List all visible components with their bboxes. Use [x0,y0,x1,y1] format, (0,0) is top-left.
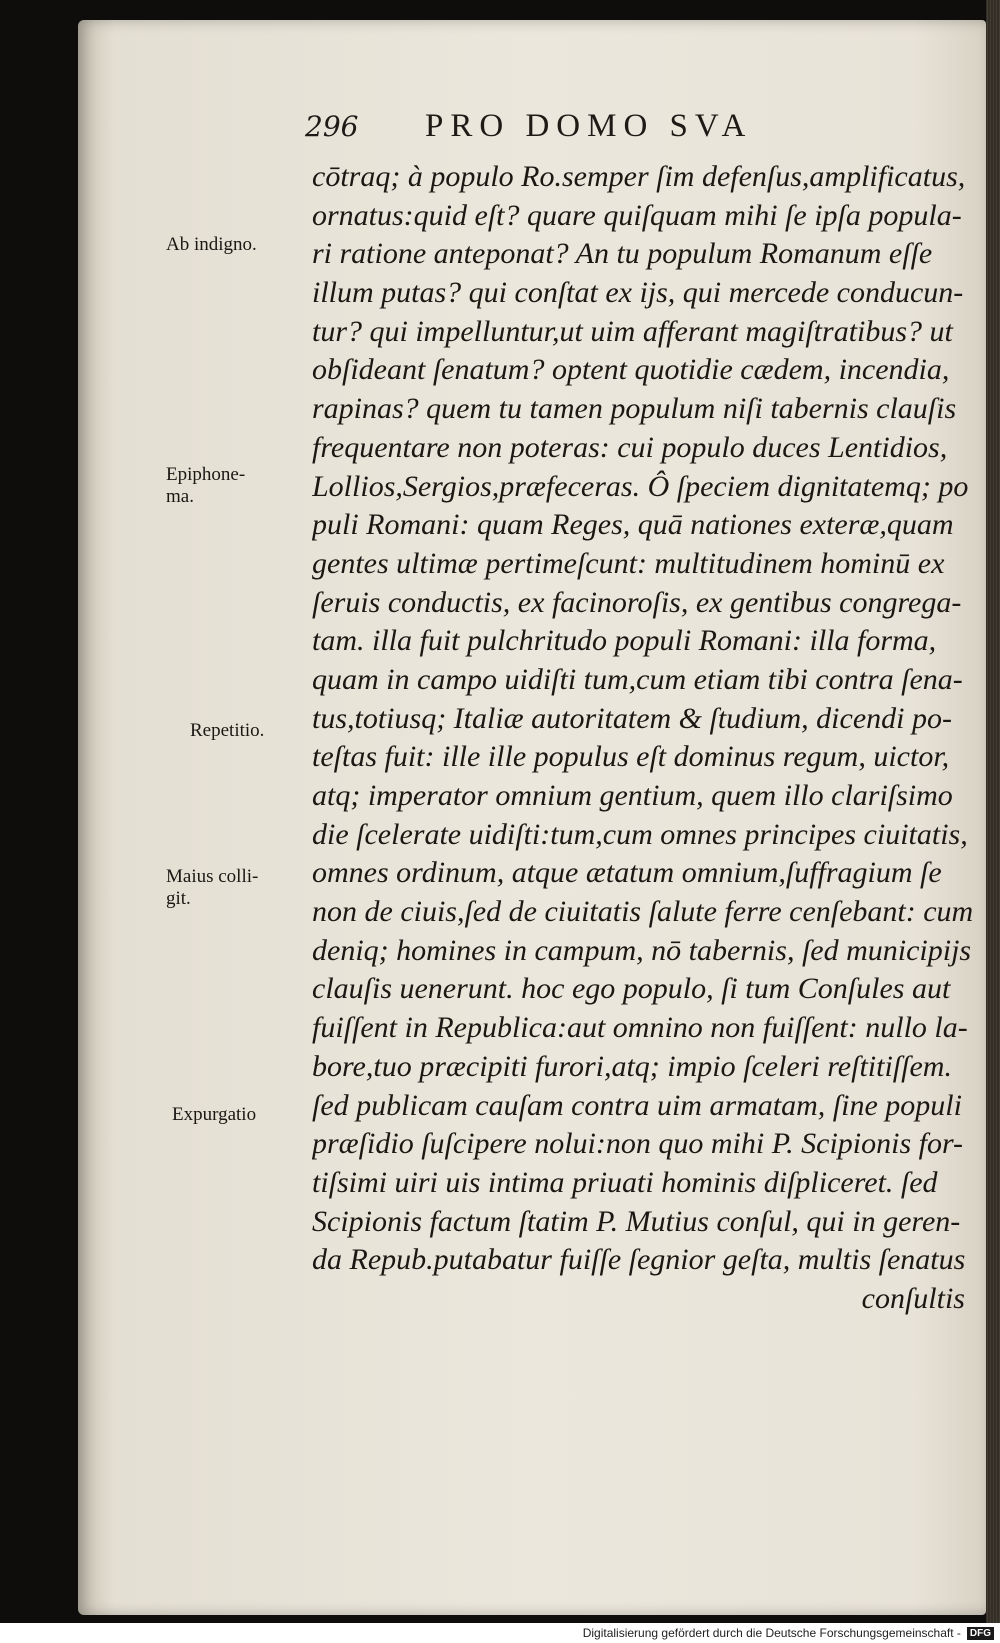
text-line: ſed publicam cauſam contra uim armatam, ſine populi [312,1088,962,1122]
text-line: deniq; homines in campum, nō tabernis, ſed municipijs [312,933,972,967]
text-line: Lollios,Sergios,præfeceras. Ô ſpeciem dignitatemq; po [312,469,969,503]
text-line: Scipionis factum ſtatim P. Mutius conſul, qui in geren- [312,1204,961,1238]
text-line: da Repub.putabatur fuiſſe ſegnior geſta, multis ſenatus [312,1243,966,1277]
text-line: omnes ordinum, atque ætatum omnium,ſuffragium ſe [312,856,942,890]
text-line: ornatus:quid eſt? quare quiſquam mihi ſe ipſa popula- [312,198,962,232]
margin-note [190,720,264,742]
text-line: die ſcelerate uidiſti:tum,cum omnes principes ciuitatis, [312,817,968,851]
page-edge-strip [986,0,1000,1643]
margin-note-line: ma. [166,486,194,507]
margin-note-line: Ab indigno. [166,234,257,255]
text-line: rapinas? quem tu tamen populum niſi tabernis clauſis [312,392,957,426]
text-line: tur? qui impelluntur,ut uim afferant magiſtratibus? ut [312,314,953,348]
text-line: atq; imperator omnium gentium, quem illo clariſsimo [312,779,953,812]
page-header [305,108,825,152]
margin-note [166,866,258,910]
text-line: tiſsimi uiri uis intima priuati hominis diſpliceret. ſed [312,1165,938,1199]
margin-note-line: Epiphone- [166,464,246,485]
text-line: tus,totiusq; Italiæ autoritatem & ſtudium, dicendi po- [312,701,952,735]
text-line: gentes ultimæ pertimeſcunt: multitudinem hominū ex [312,546,945,580]
dfg-logo: DFG [967,1627,994,1640]
text-line: tam. illa fuit pulchritudo populi Romani: illa forma, [312,624,937,658]
text-line: præſidio ſuſcipere nolui:non quo mihi P. Scipionis for- [312,1127,964,1161]
margin-note [166,234,257,256]
text-line: ri ratione anteponat? An tu populum Romanum eſſe [312,237,933,271]
text-line: frequentare non poteras: cui populo duces Lentidios, [312,430,948,464]
margin-note-line: git. [166,888,191,909]
text-line: obſideant ſenatum? optent quotidie cædem, incendia, [312,353,950,387]
margin-note-line: Expurgatio [172,1104,257,1125]
catchword: conſultis [861,1281,965,1315]
page-number: 296 [305,110,359,143]
text-line: fuiſſent in Republica:aut omnino non fuiſſent: nullo la- [312,1011,968,1045]
text-line: quam in campo uidiſti tum,cum etiam tibi contra ſena- [312,662,963,696]
text-line: ſeruis conductis, ex facinoroſis, ex gentibus congrega- [312,585,962,619]
footer-bar [0,1623,1000,1643]
text-line: puli Romani: quam Reges, quā nationes exteræ,quam [312,508,954,542]
margin-note [172,1104,256,1126]
text-line: illum putas? qui conſtat ex ijs, qui mercede conducun- [312,276,964,310]
text-line: cōtraq; à populo Ro.semper ſim defenſus,amplificatus, [312,160,966,193]
margin-note-line: Maius colli- [166,866,259,887]
text-line: teſtas fuit: ille ille populus eſt dominus regum, uictor, [312,740,950,774]
body-text [312,158,977,1319]
text-line: clauſis uenerunt. hoc ego populo, ſi tum Conſules aut [312,972,951,1006]
funding-credit: Digitalisierung gefördert durch die Deutsche Forschungsgemeinschaft - [582,1626,961,1640]
text-line: non de ciuis,ſed de ciuitatis ſalute ferre cenſebant: cum [312,895,974,929]
margin-note [166,464,245,508]
margin-note-line: Repetitio. [190,720,265,741]
text-line: bore,tuo præcipiti furori,atq; impio ſceleri reſtitiſſem. [312,1049,952,1083]
running-head: PRO DOMO SVA [425,108,753,144]
